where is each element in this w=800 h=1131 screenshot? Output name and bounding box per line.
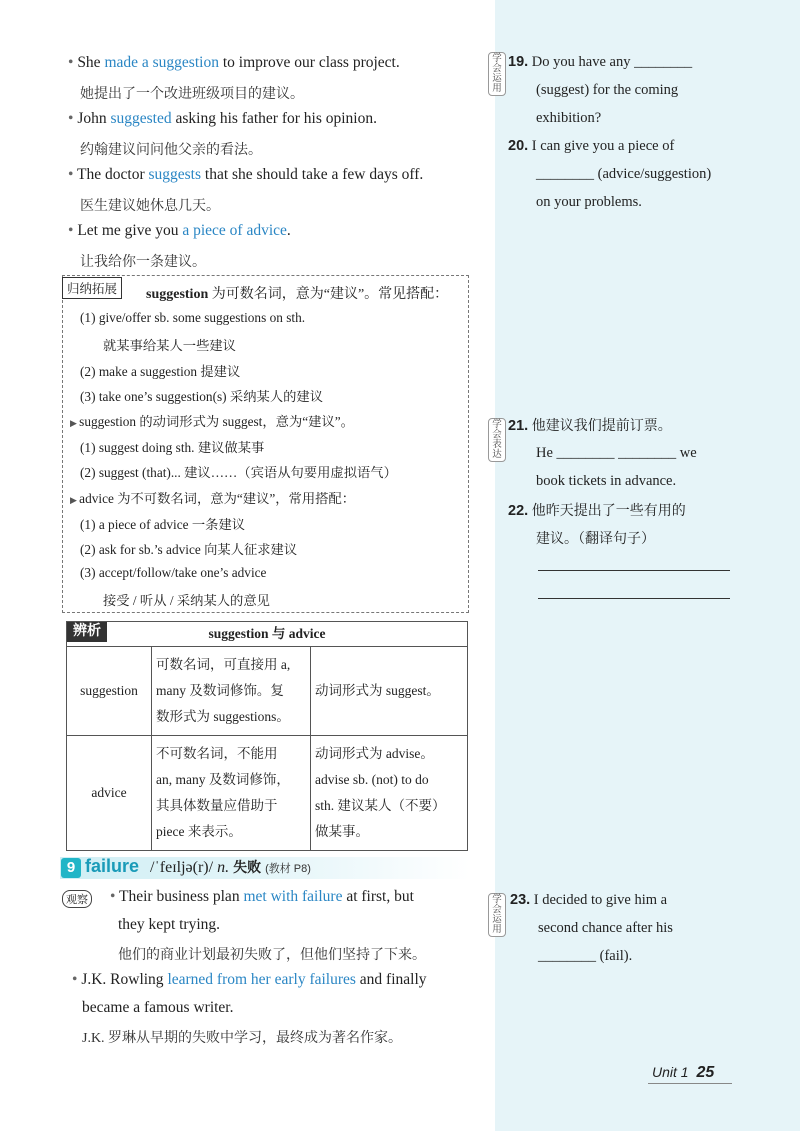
question-21: 21. 他建议我们提前订票。: [508, 418, 672, 434]
example-translation: 让我给你一条建议。: [80, 255, 206, 270]
example-sentence: • John suggested asking his father for his opinion.: [68, 110, 377, 127]
question-19: 19. Do you have any ________: [508, 54, 693, 70]
apply-tag: 学会运用: [488, 893, 506, 937]
example-translation: 她提出了一个改进班级项目的建议。: [80, 87, 304, 102]
answer-line[interactable]: [538, 598, 730, 599]
question-20: 20. I can give you a piece of: [508, 138, 675, 154]
table-cell: 可数名词，可直接用 a, many 及数词修饰。复 数形式为 suggestions。: [152, 647, 311, 736]
word-number: 9: [61, 858, 81, 878]
footer: [652, 1064, 714, 1082]
example-sentence: • J.K. Rowling learned from her early failures and finally: [72, 971, 427, 988]
example-sentence: • Let me give you a piece of advice.: [68, 222, 291, 239]
summary-line: 就某事给某人一些建议: [103, 338, 236, 353]
example-sentence: • The doctor suggests that she should take a few days off.: [68, 166, 424, 183]
question-line: exhibition?: [536, 110, 602, 126]
summary-heading: 归纳拓展: [62, 277, 122, 299]
page-number: 25: [696, 1064, 715, 1081]
compare-table: [66, 621, 468, 851]
summary-line: (1) give/offer sb. some suggestions on sth.: [80, 310, 306, 325]
summary-line: ▶ suggestion 的动词形式为 suggest，意为“建议”。: [70, 414, 354, 429]
question-line: ________ (advice/suggestion): [536, 166, 712, 182]
summary-line: ▶ advice 为不可数名词，意为“建议”，常用搭配：: [70, 491, 356, 506]
arrow-icon: ▶: [70, 418, 80, 428]
question-line: ________ (fail).: [538, 948, 633, 964]
example-translation: 约翰建议问问他父亲的看法。: [80, 143, 262, 158]
example-sentence-cont: became a famous writer.: [82, 999, 234, 1016]
unit-label: Unit 1: [652, 1064, 689, 1080]
summary-line: (2) suggest (that)... 建议……（宾语从句要用虚拟语气）: [80, 465, 397, 480]
summary-line: (2) make a suggestion 提建议: [80, 364, 241, 379]
table-cell: 不可数名词，不能用 an, many 及数词修饰， 其具体数量应借助于 piece 来表示。: [152, 736, 311, 851]
question-line: second chance after his: [538, 920, 673, 936]
table-cell: 动词形式为 suggest。: [311, 647, 468, 736]
question-23: 23. I decided to give him a: [510, 892, 668, 908]
apply-tag: 学会运用: [488, 52, 506, 96]
example-translation: 他们的商业计划最初失败了，但他们坚持了下来。: [118, 948, 426, 963]
question-line: He ________ ________ we: [536, 445, 697, 461]
summary-line: (1) suggest doing sth. 建议做某事: [80, 440, 265, 455]
table-title: suggestion 与 advice: [208, 626, 326, 641]
express-tag: 学会表达: [488, 418, 506, 462]
example-sentence-cont: they kept trying.: [118, 916, 221, 933]
example-translation: J.K. 罗琳从早期的失败中学习，最终成为著名作家。: [82, 1031, 403, 1046]
question-line: book tickets in advance.: [536, 473, 677, 489]
summary-line: (1) a piece of advice 一条建议: [80, 517, 246, 532]
row-label: advice: [67, 736, 152, 851]
summary-title: suggestion 为可数名词，意为“建议”。常见搭配：: [146, 287, 449, 302]
summary-line: (3) accept/follow/take one’s advice: [80, 565, 267, 580]
example-sentence: • She made a suggestion to improve our class project.: [68, 54, 400, 71]
headword: failure: [85, 856, 140, 876]
summary-line: (2) ask for sb.’s advice 向某人征求建议: [80, 542, 298, 557]
table-row: [67, 736, 468, 851]
table-cell: 动词形式为 advise。 advise sb. (not) to do sth. 建议某人（不要） 做某事。: [311, 736, 468, 851]
arrow-icon: ▶: [70, 495, 80, 505]
table-header: [67, 622, 468, 647]
question-line: on your problems.: [536, 194, 642, 210]
example-translation: 医生建议她休息几天。: [80, 199, 220, 214]
footer-rule: [648, 1083, 732, 1084]
answer-line[interactable]: [538, 570, 730, 571]
summary-line: (3) take one’s suggestion(s) 采纳某人的建议: [80, 389, 324, 404]
row-label: suggestion: [67, 647, 152, 736]
question-22: 22. 他昨天提出了一些有用的: [508, 503, 686, 519]
observe-tag: 观察: [62, 890, 92, 908]
table-row: [67, 647, 468, 736]
example-sentence: • Their business plan met with failure at first, but: [110, 888, 414, 905]
question-line: (suggest) for the coming: [536, 82, 679, 98]
question-line: 建议。（翻译句子）: [536, 531, 655, 547]
phonetic-line: /ˈfeɪljə(r)/ n. 失败 (教材 P8): [150, 859, 311, 876]
compare-tag: 辨析: [67, 622, 107, 642]
summary-line: 接受 / 听从 / 采纳某人的意见: [103, 593, 270, 608]
